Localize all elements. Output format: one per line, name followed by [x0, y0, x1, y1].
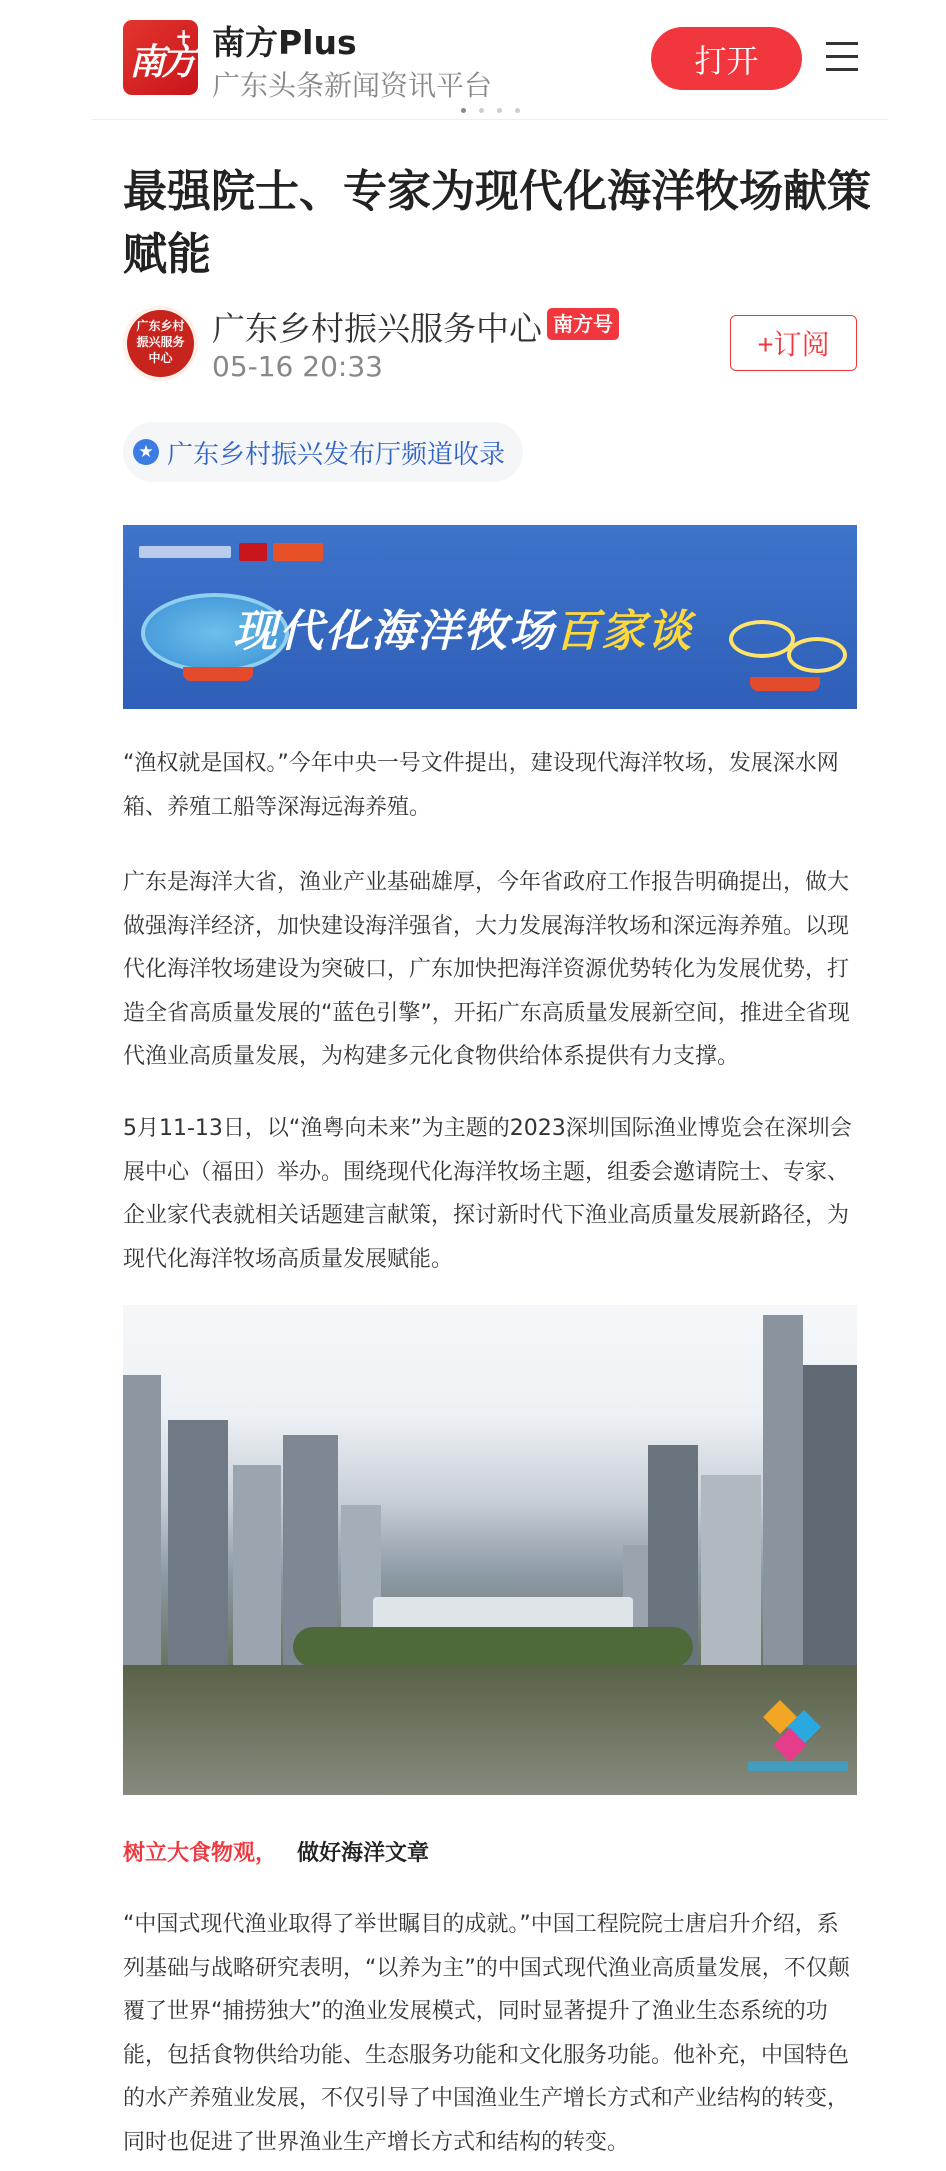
app-name: 南方Plus: [212, 23, 357, 62]
logo-plus: +: [175, 24, 192, 48]
banner-organizer-logos: [139, 543, 309, 563]
ship-illustration: [750, 677, 820, 691]
app-header: [0, 0, 946, 118]
channel-tag-label: 广东乡村振兴发布厅频道收录: [167, 439, 506, 470]
article-banner-image: [123, 525, 857, 709]
author-name[interactable]: 广东乡村振兴服务中心: [212, 309, 542, 348]
article-paragraph: 5月11-13日，以“渔粤向未来”为主题的2023深圳国际渔业博览会在深圳会展中心（福田）举办。围绕现代化海洋牧场主题，组委会邀请院士、专家、企业家代表就相关话题建言献策，探讨新时代下渔业高质量发展新路径，为现代化海洋牧场高质量发展赋能。: [123, 1116, 852, 1272]
section-heading: [123, 1836, 429, 1867]
open-app-button[interactable]: 打开: [651, 27, 802, 90]
logo-text: 南方: [129, 41, 194, 83]
publish-time: 05-16 20:33: [212, 350, 383, 383]
article-paragraph: 广东是海洋大省，渔业产业基础雄厚，今年省政府工作报告明确提出，做大做强海洋经济，加快建设海洋强省，大力发展海洋牧场和深远海养殖。以现代化海洋牧场建设为突破口，广东加快把海洋资源优势转化为发展优势，打造全省高质量发展的“蓝色引擎”，开拓广东高质量发展新空间，推进全省现代渔业高质量发展，为构建多元化食物供给体系提供有力支撑。: [123, 870, 850, 1069]
expo-center-photo: [123, 1305, 857, 1795]
banner-title-main: 现代化海洋牧场: [233, 606, 555, 657]
app-slogan: 广东头条新闻资讯平台: [212, 69, 493, 102]
plaza: [123, 1665, 857, 1795]
section-heading-red: 树立大食物观，: [123, 1841, 278, 1866]
section-heading-black: 做好海洋文章: [297, 1841, 430, 1866]
banner-title-highlight: 百家谈: [555, 606, 693, 657]
hamburger-menu-icon[interactable]: [826, 42, 858, 72]
article-paragraph: “渔权就是国权。”今年中央一号文件提出，建设现代海洋牧场，发展深水网箱、养殖工船等深海远海养殖。: [123, 751, 839, 820]
net-ring-illustration: [729, 620, 795, 658]
net-ring-illustration: [787, 637, 847, 673]
fishery-expo-logo: [748, 1705, 838, 1775]
trees: [293, 1627, 693, 1667]
nanfang-hao-badge: 南方号: [547, 308, 619, 340]
app-logo[interactable]: [123, 20, 198, 95]
article-paragraph: “中国式现代渔业取得了举世瞩目的成就。”中国工程院院士唐启升介绍，系列基础与战略研究表明，“以养为主”的中国式现代渔业高质量发展，不仅颠覆了世界“捕捞独大”的渔业发展模式，同时显著提升了渔业生态系统的功能，包括食物供给功能、生态服务功能和文化服务功能。他补充，中国特色的水产养殖业发展，不仅引导了中国渔业生产增长方式和产业结构的转变，同时也促进了世界渔业生产增长方式和结构的转变。: [123, 1912, 850, 2155]
author-avatar-text: 广东乡村振兴服务中心: [136, 319, 185, 365]
banner-title: [233, 595, 693, 659]
ship-illustration: [183, 667, 253, 681]
header-divider: [92, 119, 888, 120]
subscribe-button[interactable]: +订阅: [730, 315, 857, 371]
article-title: 最强院士、专家为现代化海洋牧场献策赋能: [123, 166, 871, 280]
author-avatar[interactable]: [123, 306, 198, 381]
exhibition-hall: [373, 1597, 633, 1631]
channel-tag[interactable]: [123, 422, 523, 482]
star-icon: ★: [133, 439, 159, 465]
